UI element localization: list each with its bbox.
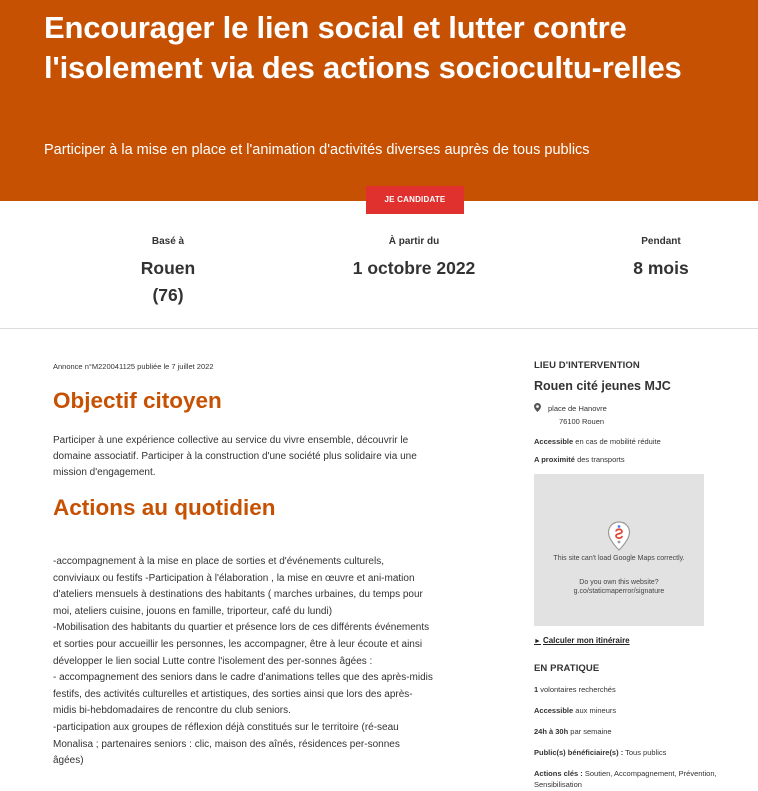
announcement-reference: Annonce n°M220041125 publiée le 7 juillet 2022	[53, 362, 214, 371]
map-embed[interactable]	[534, 474, 704, 626]
practical-info	[534, 663, 744, 790]
mission-description	[53, 358, 448, 767]
fact-start-date	[334, 236, 494, 282]
page-subtitle: Participer à la mise en place et l'animation d'activités diverses auprès de tous publics	[44, 142, 590, 158]
key-actions	[534, 768, 744, 790]
actions-text: -accompagnement à la mise en place de sorties et d'événements culturels, conviviaux ou festifs -Participation à l'élaboration , la mise en œuvre et ani-mation d'ateliers mensuels à destinations des habitants ( marches urbaines, du temps pour moi, ateliers cuisine, jouons en famille, triporteur, café du lundi) -Mobilisation des habitants du quartier et présence lors de ces différents événements et sorties pour accueillir les personnes, les accompagner, être à leur écoute et ainsi développer le lien social Lutte contre l'isolement des per-sonnes âgées : - accompagnement des seniors dans le cadre d'animations telles que des après-midis festifs, des activités culturelles et artistiques, des sorties ainsi que lors des après-midis bi-hebdomadaires de rencontre du club seniors. -participation aux groupes de réflexion déjà constitués sur le territoire (ré-seau Monalisa ; partenaires seniors : clic, maison des aînés, résidences per-sonnes âgées)	[53, 556, 433, 767]
fact-location-dept: (76)	[152, 285, 184, 305]
public-bold: Public(s) bénéficiaire(s) :	[534, 748, 624, 757]
transport-info	[534, 455, 744, 464]
page-title: Encourager le lien social et lutter contre l'isolement via des actions sociocultu-relles	[44, 10, 682, 85]
volunteers-text: volontaires recherchés	[538, 685, 616, 694]
fact-start-label: À partir du	[388, 236, 440, 247]
transport-bold: A proximité	[534, 455, 575, 464]
section-divider	[0, 328, 758, 329]
route-link-label: Calculer mon itinéraire	[542, 636, 630, 645]
fact-location-label: Basé à	[151, 236, 185, 247]
apply-button[interactable]: JE CANDIDATE	[366, 186, 464, 214]
target-public	[534, 747, 744, 758]
weekly-hours	[534, 726, 744, 737]
minors-access	[534, 705, 744, 716]
location-pin-icon	[534, 403, 541, 412]
transport-text: des transports	[574, 455, 625, 464]
accessibility-info	[534, 437, 744, 446]
fact-duration-label: Pendant	[641, 236, 681, 247]
volunteers-count: 1	[534, 685, 539, 694]
fact-location-city: Rouen	[140, 258, 196, 278]
objective-text: Participer à une expérience collective au service du vivre ensemble, découvrir le domaine associatif. Participer à la construction d'une société plus solidaire via une mission d'engagement.	[53, 435, 417, 478]
minors-text: aux mineurs	[573, 706, 617, 715]
route-link[interactable]	[534, 636, 630, 645]
map-error-link[interactable]: g.co/staticmaperror/signature	[573, 588, 665, 595]
practice-heading: EN PRATIQUE	[534, 663, 600, 674]
hours-bold: 24h à 30h	[534, 727, 569, 736]
map-error-marker-icon	[607, 521, 631, 551]
public-text: Tous publics	[623, 748, 667, 757]
fact-start-value: 1 octobre 2022	[352, 258, 476, 278]
fact-duration-value: 8 mois	[633, 258, 689, 278]
key-actions-text: Soutien, Accompagnement, Prévention, Sensibilisation	[534, 769, 717, 789]
objective-heading: Objectif citoyen	[53, 388, 222, 413]
place-name: Rouen cité jeunes MJC	[534, 379, 671, 393]
address	[534, 402, 744, 428]
hero-banner	[0, 0, 758, 201]
accessibility-bold: Accessible	[534, 437, 574, 446]
key-actions-bold: Actions clés :	[534, 769, 583, 778]
actions-heading: Actions au quotidien	[53, 495, 276, 520]
fact-duration	[611, 236, 711, 282]
map-error-message: This site can't load Google Maps correctly.	[553, 555, 685, 562]
address-street: place de Hanovre	[548, 404, 607, 413]
accessibility-text: en cas de mobilité réduite	[573, 437, 661, 446]
minors-bold: Accessible	[534, 706, 574, 715]
volunteers-needed	[534, 684, 744, 695]
location-heading: LIEU D'INTERVENTION	[534, 360, 640, 371]
arrow-right-icon: ►	[534, 638, 541, 645]
map-error-question-text: Do you own this website?	[579, 579, 659, 586]
map-error-question	[534, 578, 704, 596]
mission-sidebar	[534, 360, 744, 789]
hours-text: par semaine	[568, 727, 612, 736]
fact-location	[118, 236, 218, 309]
address-city: 76100 Rouen	[559, 417, 605, 426]
fact-location-value	[118, 255, 218, 309]
